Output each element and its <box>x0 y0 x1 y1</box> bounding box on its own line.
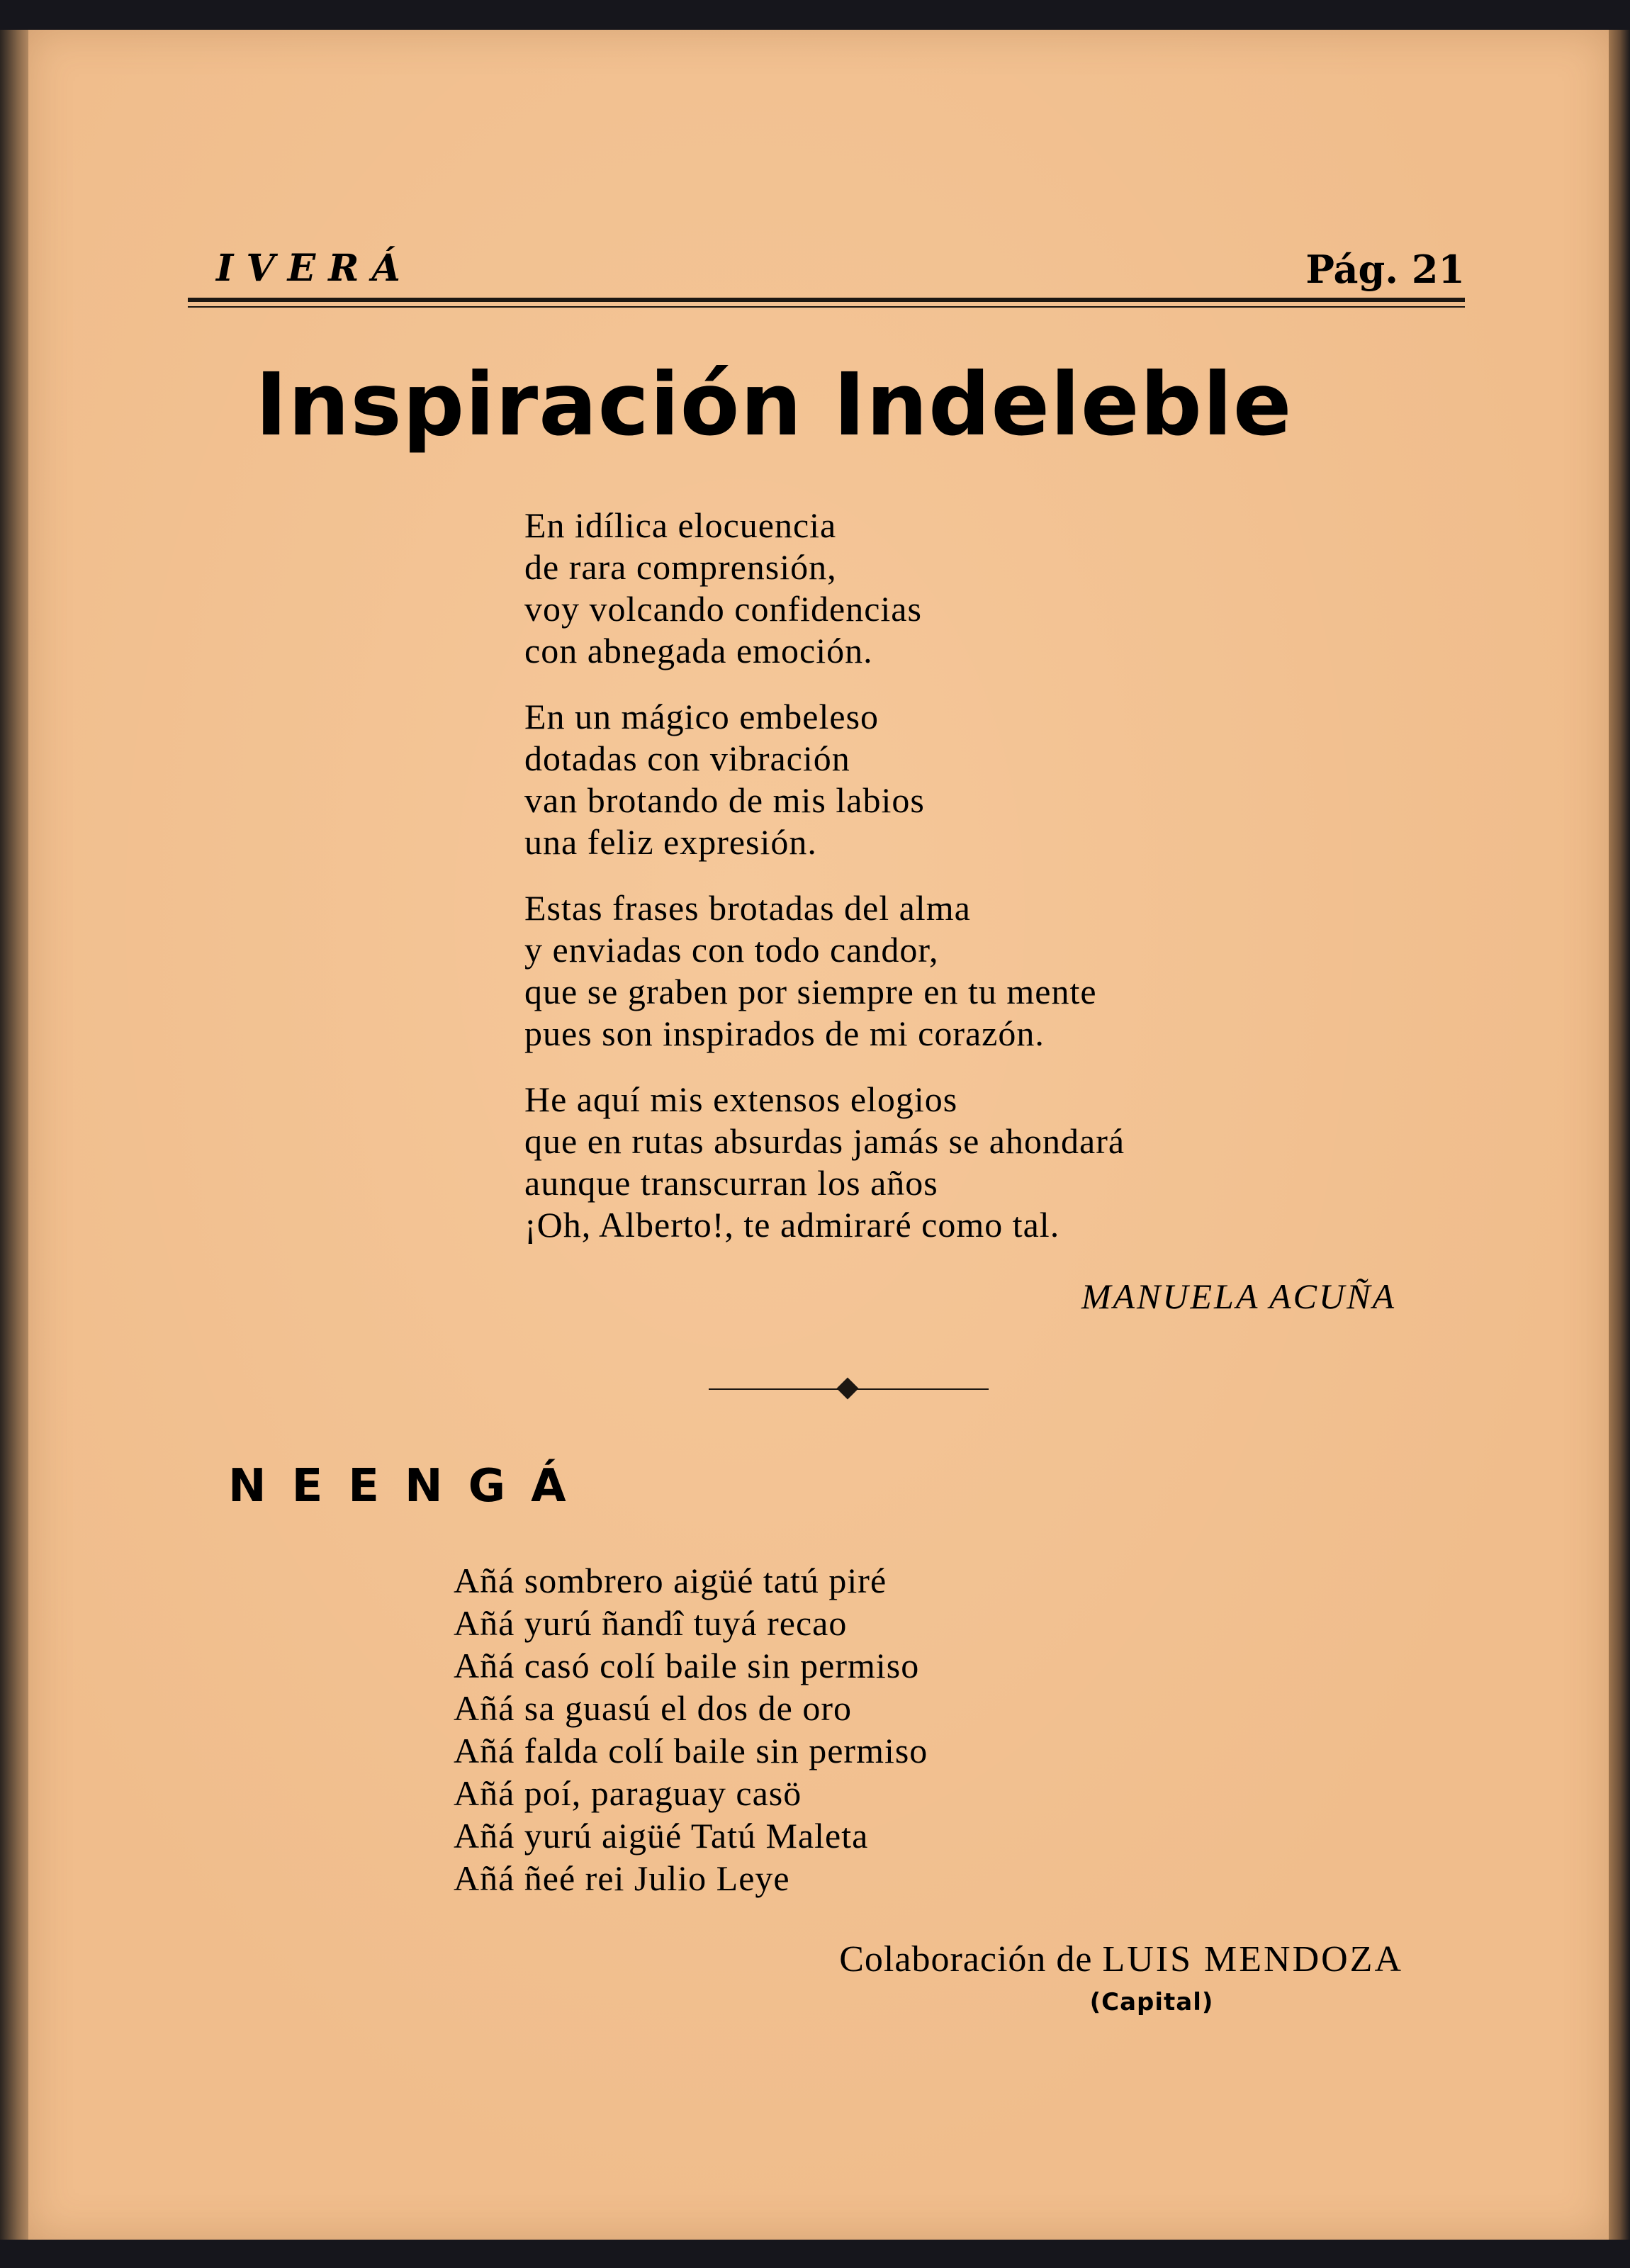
divider-line-right <box>858 1388 989 1390</box>
poem-line: y enviadas con todo candor, <box>524 930 939 970</box>
stanza-4 <box>524 1079 1446 1246</box>
credit-place: (Capital) <box>1089 1988 1214 2016</box>
poem-body <box>524 505 1446 1270</box>
poem-line: que en rutas absurdas jamás se ahondará <box>524 1121 1125 1161</box>
diamond-ornament-icon <box>836 1377 858 1399</box>
credit-prefix: Colaboración de <box>839 1939 1093 1980</box>
poem2-line: Añá ñeé rei Julio Leye <box>454 1858 790 1898</box>
poem2-line: Añá yurú ñandî tuyá recao <box>454 1603 848 1643</box>
credit-name: LUIS MENDOZA <box>1102 1939 1403 1980</box>
poem2-line: Añá sa guasú el dos de oro <box>454 1688 852 1728</box>
poem2-body <box>454 1559 1304 1899</box>
poem2-line: Añá falda colí baile sin permiso <box>454 1731 928 1770</box>
header-rule-thin <box>188 306 1465 308</box>
poem-line: van brotando de mis labios <box>524 780 925 820</box>
poem2-line: Añá sombrero aigüé tatú piré <box>454 1561 887 1600</box>
header-rule <box>188 298 1465 302</box>
poem-line: En idílica elocuencia <box>524 505 837 545</box>
divider-line-left <box>709 1388 840 1390</box>
poem-line: En un mágico embeleso <box>524 697 879 736</box>
stanza-1 <box>524 505 1446 672</box>
poem-line: una feliz expresión. <box>524 822 817 862</box>
stanza-2 <box>524 696 1446 863</box>
poem2-line: Añá poí, paraguay casö <box>454 1773 802 1813</box>
poem-line: dotadas con vibración <box>524 739 850 778</box>
contribution-credit <box>709 1938 1403 1980</box>
page-header <box>188 225 1465 303</box>
poem-line: Estas frases brotadas del alma <box>524 888 971 928</box>
poem-line: de rara comprensión, <box>524 547 837 587</box>
poem-line: ¡Oh, Alberto!, te admiraré como tal. <box>524 1205 1060 1245</box>
poem2-line: Añá yurú aigüé Tatú Maleta <box>454 1816 869 1856</box>
magazine-name: IVERÁ <box>216 247 413 290</box>
poem-title: Inspiración Indeleble <box>255 354 1293 455</box>
poem-line: que se graben por siempre en tu mente <box>524 972 1097 1011</box>
page-number: Pág. 21 <box>1305 247 1465 292</box>
section-divider <box>709 1375 989 1403</box>
poem2-line: Añá casó colí baile sin permiso <box>454 1646 920 1685</box>
section-title: NEENGÁ <box>228 1460 592 1512</box>
poem-line: aunque transcurran los años <box>524 1163 938 1203</box>
stanza-3 <box>524 887 1446 1055</box>
poem-line: con abnegada emoción. <box>524 631 873 670</box>
poem-line: voy volcando confidencias <box>524 589 922 629</box>
poem-line: He aquí mis extensos elogios <box>524 1079 958 1119</box>
poem-line: pues son inspirados de mi corazón. <box>524 1014 1045 1053</box>
poem-author: MANUELA ACUÑA <box>1081 1276 1396 1316</box>
